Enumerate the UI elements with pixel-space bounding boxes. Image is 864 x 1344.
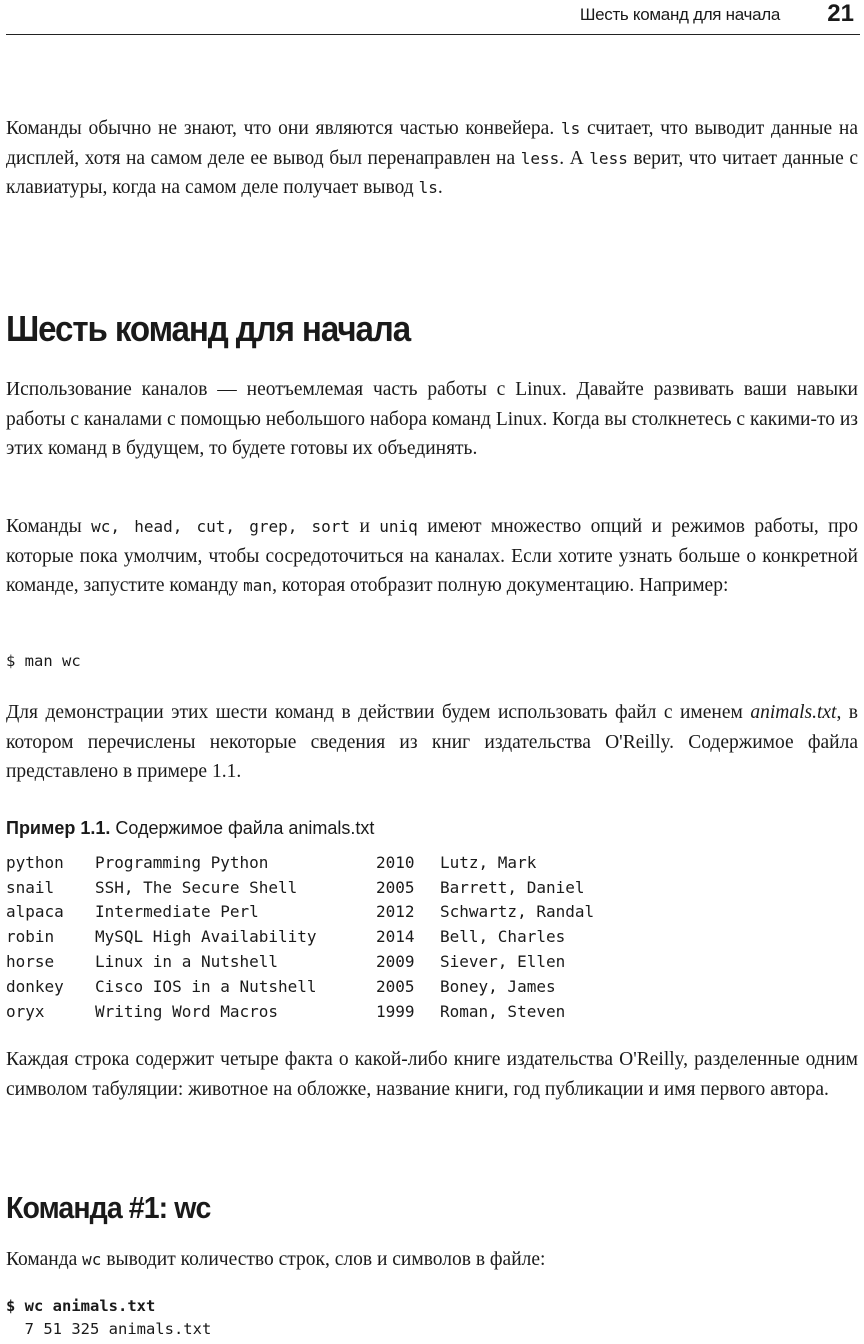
inline-code-ls: ls (560, 119, 581, 138)
listing-cell: Linux in a Nutshell (95, 952, 279, 972)
intro-text: . (437, 177, 443, 198)
paragraph-text: имеют множество опций и режимов работы, про которые пока умолчим, чтобы сосредоточиться на каналах. Если хотите узнать больше о конкретной команде, запустите команду (6, 516, 859, 596)
listing-cell: 2005 (376, 877, 415, 897)
listing-cell: Cisco IOS in a Nutshell (95, 976, 317, 996)
listing-cell: Barrett, Daniel (440, 877, 585, 897)
section-heading: Команда #1: wc (6, 1190, 211, 1225)
section-heading: Шесть команд для начала (6, 308, 411, 349)
inline-code-uniq: uniq (379, 517, 418, 536)
command-output: 7 51 325 animals.txt (6, 1320, 212, 1338)
listing-cell: robin (6, 927, 55, 947)
inline-code-less: less (589, 148, 628, 168)
listing-row (6, 999, 594, 1024)
running-header (6, 0, 860, 35)
listing-cell: Programming Python (95, 852, 269, 872)
listing-cell: 2010 (376, 852, 415, 872)
listing-cell: Intermediate Perl (95, 902, 259, 922)
command-input: $ wc animals.txt (6, 1297, 156, 1315)
example-caption-text: Содержимое файла animals.txt (110, 818, 375, 838)
paragraph-text: Команда (6, 1249, 83, 1270)
listing-cell: Schwartz, Randal (440, 902, 595, 922)
inline-code-wc: wc (82, 1250, 102, 1269)
listing-row (6, 850, 594, 875)
listing-cell: MySQL High Availability (95, 927, 317, 947)
intro-paragraph (6, 114, 858, 203)
inline-code-ls: ls (418, 178, 438, 197)
listing-row (6, 924, 594, 949)
intro-text: Команды обычно не знают, что они являются частью конвейера. (6, 118, 561, 139)
header-title: Шесть команд для начала (579, 5, 780, 24)
listing-cell: oryx (6, 1001, 45, 1021)
filename-text: animals.txt (750, 702, 837, 723)
intro-text: верит, что читает данные с клавиатуры, когда на самом деле получает вывод (6, 147, 858, 198)
listing-cell: 1999 (376, 1001, 415, 1021)
listing-row (6, 875, 594, 900)
listing-cell: Siever, Ellen (440, 952, 566, 972)
body-paragraph (6, 698, 858, 787)
body-paragraph: Каждая строка содержит четыре факта о какой-либо книге издательства O'Reilly, разделенные одним символом табуляции: животное на обложке, название книги, год публикации и имя первого автора. (6, 1049, 858, 1100)
listing-cell: Writing Word Macros (95, 1001, 279, 1021)
body-paragraph: Использование каналов — неотъемлемая часть работы с Linux. Давайте развивать ваши навыки работы с каналами с помощью небольшого набора команд Linux. Когда вы столкнетесь с какими-то из этих команд в будущем, то будете готовы их объединять. (6, 379, 858, 459)
paragraph-text: Команды (6, 516, 92, 537)
listing-cell: 2009 (376, 952, 415, 972)
example-label: Пример 1.1. (6, 818, 111, 838)
listing-cell: Bell, Charles (440, 927, 566, 947)
paragraph-text: и (350, 516, 380, 537)
listing-cell: Boney, James (440, 976, 556, 996)
listing-cell: Lutz, Mark (440, 852, 537, 872)
listing-cell: 2014 (376, 927, 415, 947)
listing-row (6, 974, 594, 999)
command-example: $ man wc (6, 652, 81, 670)
inline-code-less: less (520, 148, 560, 168)
example-caption (6, 818, 374, 839)
paragraph-text: , которая отобразит полную документацию. Например: (272, 575, 729, 596)
listing-cell: alpaca (6, 902, 64, 922)
inline-code-commands: wc, head, cut, grep, sort (91, 517, 351, 536)
listing-cell: donkey (6, 976, 64, 996)
paragraph-text: Для демонстрации этих шести команд в действии будем использовать файл с именем (6, 702, 751, 723)
listing-row (6, 949, 594, 974)
paragraph-text: , в котором перечислены некоторые сведения из книг издательства O'Reilly. Содержимое файла представлено в примере 1.1. (6, 702, 858, 782)
listing-cell: Roman, Steven (440, 1001, 566, 1021)
listing-cell: horse (6, 952, 55, 972)
intro-text: . А (559, 147, 590, 169)
listing-cell: python (6, 852, 64, 872)
code-listing (6, 850, 594, 1024)
paragraph-text: выводит количество строк, слов и символов в файле: (101, 1249, 546, 1270)
listing-cell: SSH, The Secure Shell (95, 877, 298, 897)
inline-code-man: man (243, 576, 273, 595)
listing-cell: 2012 (376, 902, 415, 922)
listing-cell: 2005 (376, 976, 415, 996)
listing-row (6, 900, 594, 925)
body-paragraph (6, 1245, 858, 1275)
listing-cell: snail (6, 877, 55, 897)
body-paragraph (6, 512, 858, 601)
intro-text: считает, что выводит данные на дисплей, хотя на самом деле ее вывод был перенаправлен на (6, 118, 858, 169)
page-number: 21 (827, 0, 854, 27)
